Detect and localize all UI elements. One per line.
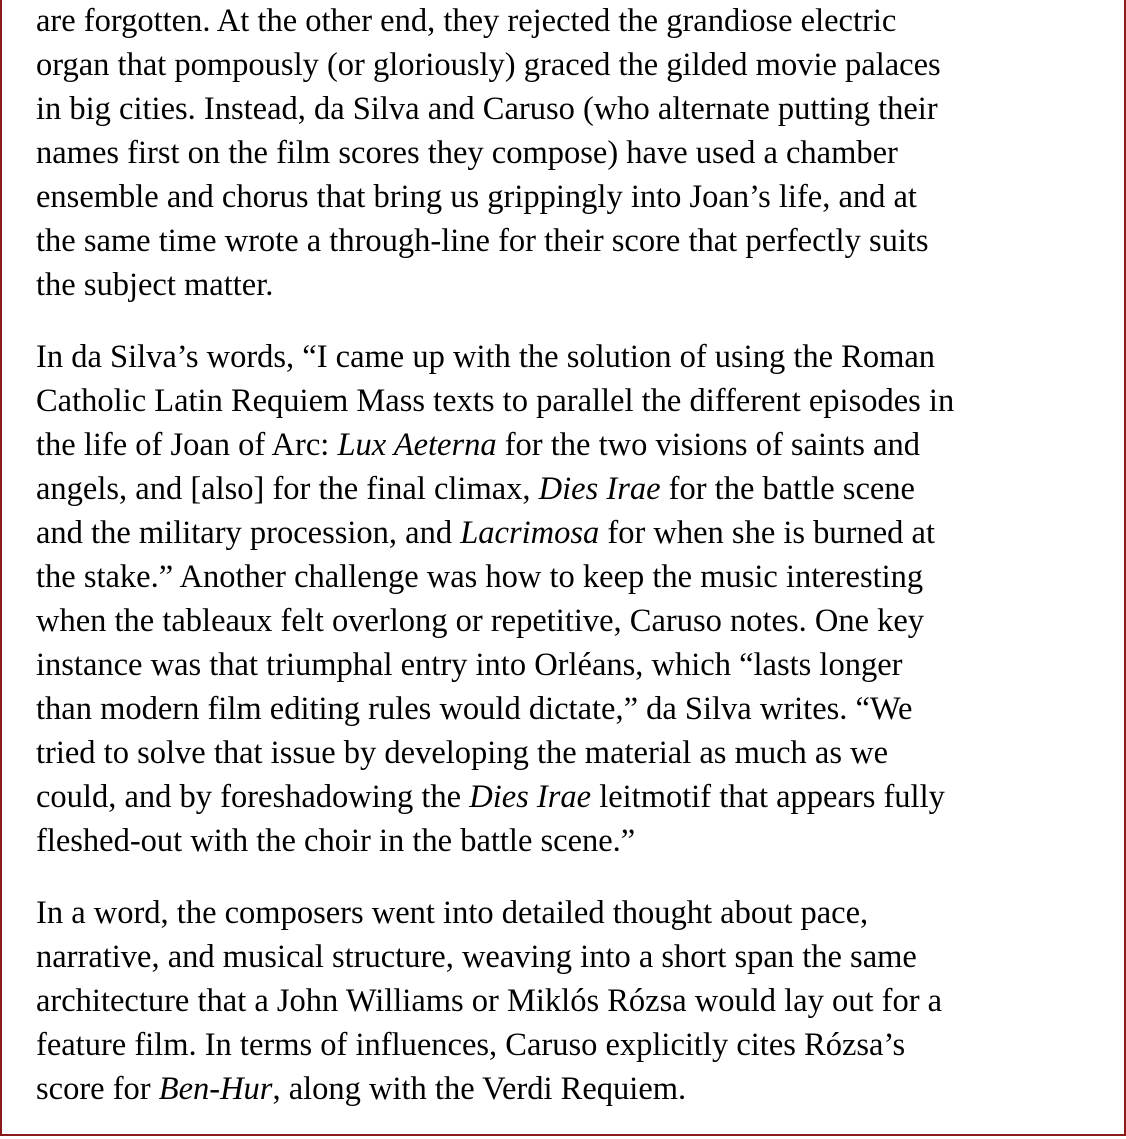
- text-run: In a word, the composers went into detailed thought about pace,: [36, 895, 869, 931]
- text-run: are forgotten. At the other end, they rejected the grandiose electric: [36, 3, 897, 39]
- text-run: Catholic Latin Requiem Mass texts to parallel the different episodes in: [36, 383, 955, 419]
- text-line: [36, 819, 1100, 863]
- text-run: architecture that a John Williams or Miklós Rózsa would lay out for a: [36, 983, 943, 1019]
- text-line: [36, 467, 1100, 511]
- text-run: In da Silva’s words, “I came up with the solution of using the Roman: [36, 339, 936, 375]
- text-line: [36, 423, 1100, 467]
- text-line: [36, 1067, 1100, 1111]
- text-line: [36, 511, 1100, 555]
- text-run: names first on the film scores they compose) have used a chamber: [36, 135, 898, 171]
- text-line: [36, 891, 1100, 935]
- text-run: instance was that triumphal entry into Orléans, which “lasts longer: [36, 647, 903, 683]
- text-run: when the tableaux felt overlong or repetitive, Caruso notes. One key: [36, 603, 925, 639]
- text-run: feature film. In terms of influences, Caruso explicitly cites Rózsa’s: [36, 1027, 906, 1063]
- paragraph-2: [36, 335, 1100, 863]
- text-line: [36, 43, 1100, 87]
- text-line: [36, 555, 1100, 599]
- italic-title: Dies Irae: [538, 471, 661, 507]
- text-run: angels, and [also] for the final climax,: [36, 471, 539, 507]
- text-run: leitmotif that appears fully: [591, 779, 945, 815]
- paragraph-3: [36, 891, 1100, 1111]
- text-line: [36, 175, 1100, 219]
- text-line: [36, 643, 1100, 687]
- text-line: [36, 731, 1100, 775]
- text-run: narrative, and musical structure, weaving into a short span the same: [36, 939, 917, 975]
- text-run: could, and by foreshadowing the: [36, 779, 470, 815]
- italic-title: Lux Aeterna: [337, 427, 497, 463]
- text-run: , along with the Verdi Requiem.: [272, 1071, 687, 1107]
- text-line: [36, 935, 1100, 979]
- text-run: score for: [36, 1071, 159, 1107]
- text-line: [36, 219, 1100, 263]
- text-run: the stake.” Another challenge was how to keep the music interesting: [36, 559, 924, 595]
- text-line: [36, 263, 1100, 307]
- text-line: [36, 87, 1100, 131]
- text-line: [36, 379, 1100, 423]
- text-run: in big cities. Instead, da Silva and Caruso (who alternate putting their: [36, 91, 938, 127]
- text-run: for when she is burned at: [599, 515, 935, 551]
- text-run: ensemble and chorus that bring us grippingly into Joan’s life, and at: [36, 179, 917, 215]
- text-line: [36, 599, 1100, 643]
- italic-title: Ben-Hur: [158, 1071, 273, 1107]
- text-run: for the battle scene: [660, 471, 915, 507]
- text-line: [36, 131, 1100, 175]
- text-line: [36, 335, 1100, 379]
- text-run: than modern film editing rules would dictate,” da Silva writes. “We: [36, 691, 913, 727]
- text-line: [36, 1023, 1100, 1067]
- text-line: [36, 0, 1100, 43]
- text-line: [36, 775, 1100, 819]
- text-run: tried to solve that issue by developing the material as much as we: [36, 735, 888, 771]
- text-run: the life of Joan of Arc:: [36, 427, 338, 463]
- text-line: [36, 687, 1100, 731]
- text-run: fleshed-out with the choir in the battle scene.”: [36, 823, 636, 859]
- paragraph-1: [36, 0, 1100, 307]
- text-run: for the two visions of saints and: [496, 427, 920, 463]
- text-run: organ that pompously (or gloriously) graced the gilded movie palaces: [36, 47, 941, 83]
- italic-title: Dies Irae: [469, 779, 592, 815]
- italic-title: Lacrimosa: [460, 515, 600, 551]
- text-line: [36, 979, 1100, 1023]
- text-run: the subject matter.: [36, 267, 274, 303]
- text-run: the same time wrote a through-line for their score that perfectly suits: [36, 223, 929, 259]
- text-run: and the military procession, and: [36, 515, 461, 551]
- article-body: [36, 0, 1100, 1139]
